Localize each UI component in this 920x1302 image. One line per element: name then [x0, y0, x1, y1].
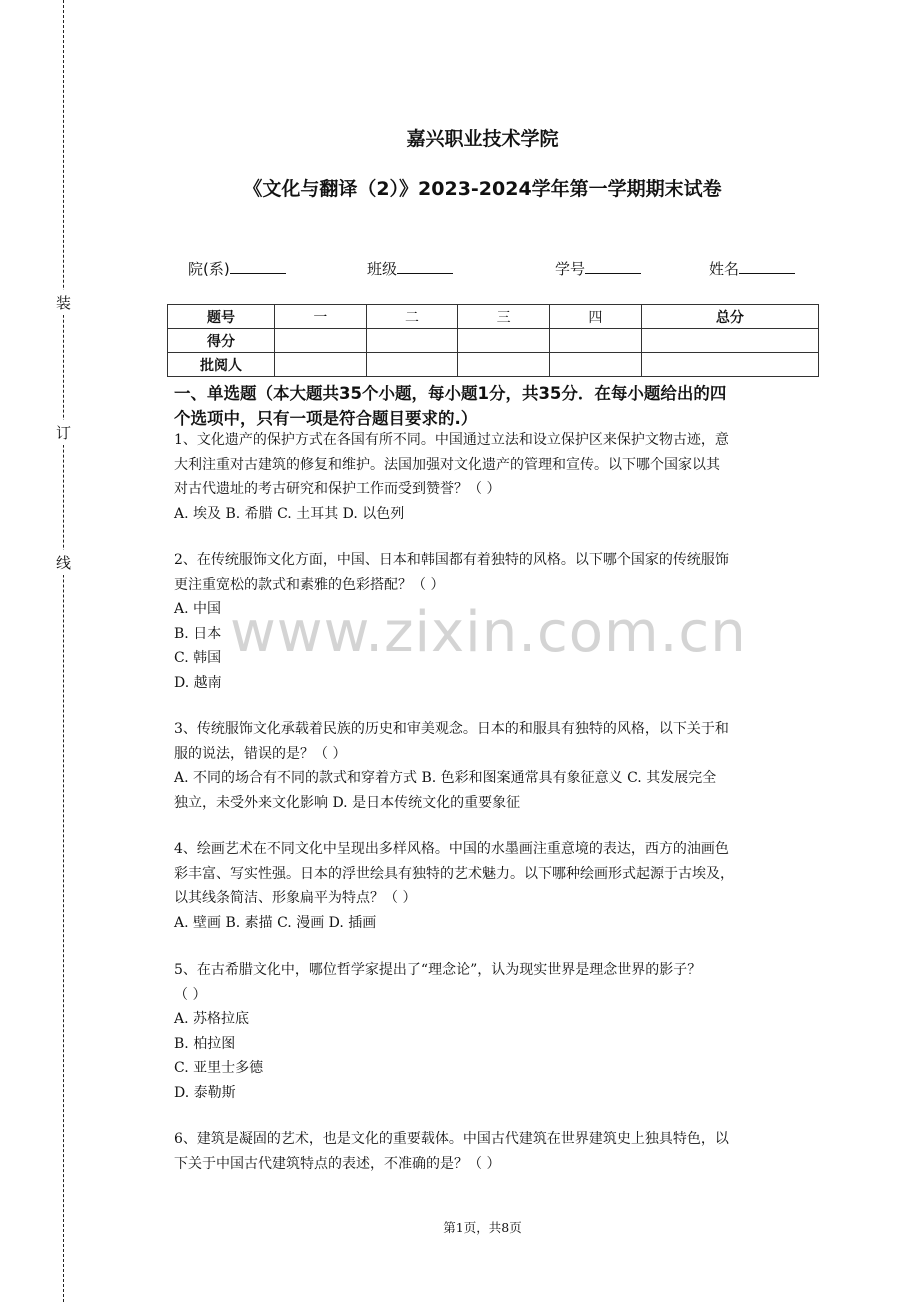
fill-blank[interactable] — [585, 259, 641, 274]
question-text: 大利注重对古建筑的修复和维护。法国加强对文化遗产的管理和宣传。以下哪个国家以其 — [174, 456, 720, 473]
fill-blank[interactable] — [739, 259, 795, 274]
question-text: 5、在古希腊文化中，哪位哲学家提出了“理念论”，认为现实世界是理念世界的影子？ — [174, 962, 702, 978]
question-option: D. 泰勒斯 — [174, 1084, 236, 1101]
table-header-cell: 四 — [550, 305, 642, 329]
score-table — [167, 304, 819, 377]
question-text: 6、建筑是凝固的艺术，也是文化的重要载体。中国古代建筑在世界建筑史上独具特色，以 — [174, 1131, 729, 1147]
table-cell — [366, 353, 458, 377]
table-cell — [458, 353, 550, 377]
question-1 — [174, 428, 820, 526]
question-option: A. 不同的场合有不同的款式和穿着方式 B. 色彩和图案通常具有象征意义 C. 其发展完全 — [174, 770, 717, 786]
section-heading-line: 个选项中，只有一项是符合题目要求的.） — [174, 409, 478, 428]
question-4 — [174, 837, 820, 935]
binding-char-ding: 订 — [56, 420, 71, 445]
question-option: A. 壁画 B. 素描 C. 漫画 D. 插画 — [174, 914, 377, 931]
fill-blank[interactable] — [397, 259, 453, 274]
question-text: 服的说法，错误的是？（ ） — [174, 745, 347, 762]
section-heading — [174, 381, 824, 431]
question-2 — [174, 548, 820, 695]
table-header-row — [168, 305, 819, 329]
info-field-student-id — [555, 258, 641, 279]
table-cell — [641, 329, 818, 353]
section-heading-line: 一、单选题（本大题共35个小题，每小题1分，共35分．在每小题给出的四 — [174, 384, 727, 403]
info-label: 班级 — [367, 260, 398, 278]
info-label: 院(系) — [188, 260, 230, 278]
question-text: 3、传统服饰文化承载着民族的历史和审美观念。日本的和服具有独特的风格，以下关于和 — [174, 721, 729, 737]
question-text: 下关于中国古代建筑特点的表述，不准确的是？（ ） — [174, 1155, 501, 1172]
binding-char-xian: 线 — [56, 550, 71, 575]
question-text: 1、文化遗产的保护方式在各国有所不同。中国通过立法和设立保护区来保护文物古迹，意 — [174, 432, 729, 448]
table-header-cell: 总分 — [641, 305, 818, 329]
info-field-class — [367, 258, 453, 279]
question-5 — [174, 958, 820, 1105]
row-label: 批阅人 — [168, 353, 275, 377]
question-text: 4、绘画艺术在不同文化中呈现出多样风格。中国的水墨画注重意境的表达，西方的油画色 — [174, 841, 729, 857]
question-option: A. 苏格拉底 — [174, 1011, 250, 1027]
fill-blank[interactable] — [230, 259, 286, 274]
table-row — [168, 329, 819, 353]
school-title: 嘉兴职业技术学院 — [406, 128, 559, 150]
table-cell — [275, 329, 367, 353]
question-option: D. 越南 — [174, 674, 222, 691]
table-header-cell: 一 — [275, 305, 367, 329]
table-cell — [275, 353, 367, 377]
page-number: 第1页，共8页 — [443, 1220, 522, 1235]
question-option: C. 韩国 — [174, 650, 222, 666]
table-header-cell: 二 — [366, 305, 458, 329]
info-label: 学号 — [555, 260, 586, 278]
table-cell — [366, 329, 458, 353]
question-text: （ ） — [174, 986, 207, 1003]
row-label: 得分 — [168, 329, 275, 353]
question-option: B. 日本 — [174, 625, 222, 642]
exam-title: 《文化与翻译（2）》2023-2024学年第一学期期末试卷 — [243, 178, 722, 200]
table-cell — [550, 353, 642, 377]
table-header-cell: 三 — [458, 305, 550, 329]
question-option: A. 埃及 B. 希腊 C. 土耳其 D. 以色列 — [174, 505, 405, 522]
info-field-department — [188, 258, 286, 279]
question-option: B. 柏拉图 — [174, 1035, 236, 1052]
question-text: 对古代遗址的考古研究和保护工作而受到赞誉？（ ） — [174, 481, 501, 497]
table-cell — [550, 329, 642, 353]
question-option: 独立，未受外来文化影响 D. 是日本传统文化的重要象征 — [174, 794, 521, 811]
question-text: 彩丰富、写实性强。日本的浮世绘具有独特的艺术魅力。以下哪种绘画形式起源于古埃及， — [174, 865, 734, 882]
table-cell — [641, 353, 818, 377]
question-text: 以其线条简洁、形象扁平为特点？（ ） — [174, 890, 417, 906]
watermark: www.zixin.com.cn — [230, 600, 747, 665]
table-row — [168, 353, 819, 377]
info-field-name — [709, 258, 795, 279]
table-cell — [458, 329, 550, 353]
question-6 — [174, 1127, 820, 1176]
question-text: 2、在传统服饰文化方面，中国、日本和韩国都有着独特的风格。以下哪个国家的传统服饰 — [174, 552, 729, 568]
info-label: 姓名 — [709, 260, 740, 278]
question-option: A. 中国 — [174, 601, 222, 617]
question-option: C. 亚里士多德 — [174, 1060, 264, 1076]
question-3 — [174, 717, 820, 815]
table-header-cell: 题号 — [168, 305, 275, 329]
question-text: 更注重宽松的款式和素雅的色彩搭配？（ ） — [174, 576, 445, 593]
binding-char-zhuang: 装 — [56, 290, 71, 315]
